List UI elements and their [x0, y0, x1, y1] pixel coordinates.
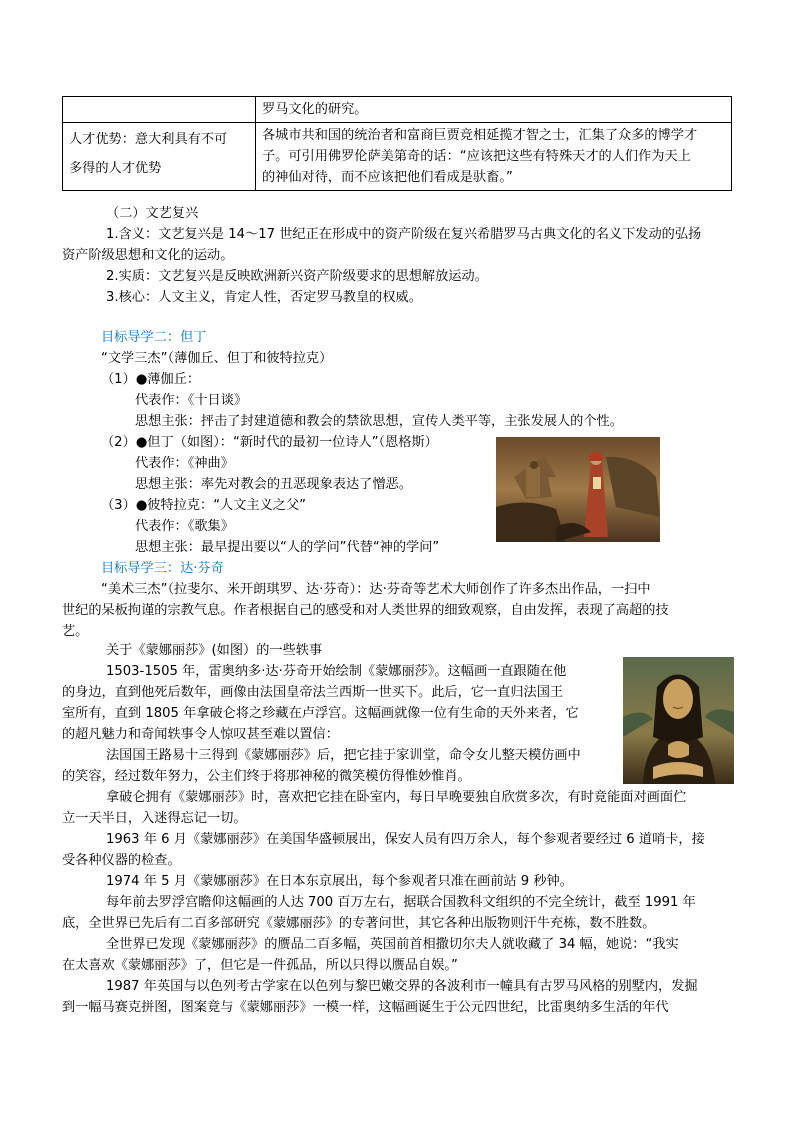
paragraph: 艺。	[62, 624, 89, 639]
paragraph: 资产阶级思想和文化的运动。	[62, 248, 234, 263]
list-detail: 思想主张：抨击了封建道德和教会的禁欲思想，宣传人类平等，主张发展人的个性。	[135, 414, 623, 429]
paragraph: 1503-1505 年，雷奥纳多·达·芬奇开始绘制《蒙娜丽莎》。这幅画一直跟随在他	[106, 664, 567, 679]
list-detail: 代表作：《歌集》	[135, 519, 234, 534]
list-item: （2）●但丁（如图）：“新时代的最初一位诗人”（恩格斯）	[101, 435, 438, 450]
list-detail: 代表作：《神曲》	[135, 456, 234, 471]
paragraph: 的笑容，经过数年努力，公主们终于将那神秘的微笑模仿得惟妙惟肖。	[62, 769, 471, 784]
list-item: （3）●彼特拉克：“人文主义之父”	[101, 498, 306, 513]
cell-text: 各城市共和国的统治者和富商巨贾竞相延揽才智之士，汇集了众多的博学才	[262, 128, 698, 143]
paragraph: 底，全世界已先后有二百多部研究《蒙娜丽莎》的专著问世，其它各种出版物则汗牛充栋，数不胜数。	[62, 916, 656, 931]
paragraph: 在太喜欢《蒙娜丽莎》了，但它是一件孤品，所以只得以赝品自娱。”	[62, 958, 458, 973]
paragraph: “美术三杰”（拉斐尔、米开朗琪罗、达·芬奇）：达·芬奇等艺术大师创作了许多杰出作品，一扫中	[101, 582, 651, 597]
section-heading: 目标导学三：达·芬奇	[101, 561, 224, 576]
table-cell	[256, 123, 732, 191]
cell-text: 的神仙对待，而不应该把他们看成是驮畜。”	[262, 170, 513, 185]
paragraph: 全世界已发现《蒙娜丽莎》的赝品二百多幅，英国前首相撒切尔夫人就收藏了 34 幅，她说：“我实	[106, 937, 679, 952]
list-detail: 思想主张：最早提出要以“人的学问”代替“神的学问”	[135, 540, 440, 555]
table-cell	[63, 123, 256, 191]
paragraph: 3.核心：人文主义，肯定人性，否定罗马教皇的权威。	[106, 290, 422, 305]
paragraph: 2.实质：文艺复兴是反映欧洲新兴资产阶级要求的思想解放运动。	[106, 269, 488, 284]
paragraph: 立一天半日，入迷得忘记一切。	[62, 811, 247, 826]
paragraph: 1974 年 5 月《蒙娜丽莎》在日本东京展出，每个参观者只准在画前站 9 秒钟。	[106, 874, 573, 889]
table-row	[63, 123, 732, 191]
mona-lisa-image	[623, 657, 734, 784]
paragraph: 世纪的呆板拘谨的宗教气息。作者根据自己的感受和对人类世界的细致观察，自由发挥，表现了高超的技	[62, 603, 669, 618]
dante-painting-image	[496, 437, 660, 542]
paragraph: 1963 年 6 月《蒙娜丽莎》在美国华盛顿展出，保安人员有四万余人，每个参观者要经过 6 道哨卡，接	[106, 832, 705, 847]
paragraph: 法国国王路易十三得到《蒙娜丽莎》后，把它挂于家训堂，命令女儿整天模仿画中	[106, 748, 581, 763]
subheading: 关于《蒙娜丽莎》(如图）的一些轶事	[106, 643, 323, 658]
list-detail: 思想主张：率先对教会的丑恶现象表达了憎恶。	[135, 477, 412, 492]
cell-text: 人才优势：意大利具有不可	[69, 132, 228, 147]
paragraph: 的超凡魅力和奇闻轶事令人惊叹甚至难以置信：	[62, 727, 339, 742]
paragraph: “文学三杰”（薄伽丘、但丁和彼特拉克）	[101, 351, 333, 366]
list-detail: 代表作：《十日谈》	[135, 393, 248, 408]
paragraph: 拿破仑拥有《蒙娜丽莎》时，喜欢把它挂在卧室内，每日早晚要独自欣赏多次，有时竟能面对画面伫	[106, 790, 687, 805]
section-title: （二）文艺复兴	[106, 206, 199, 221]
paragraph: 1987 年英国与以色列考古学家在以色列与黎巴嫩交界的各波利市一幢具有古罗马风格的别墅内，发掘	[106, 979, 698, 994]
table-cell: 罗马文化的研究。	[256, 97, 732, 123]
table-cell	[63, 97, 256, 123]
cell-text: 多得的人才优势	[69, 161, 162, 176]
section-heading: 目标导学二：但丁	[101, 330, 207, 345]
table-row	[63, 97, 732, 123]
paragraph: 到一幅马赛克拼图，图案竟与《蒙娜丽莎》一模一样，这幅画诞生于公元四世纪，比雷奥纳多生活的年代	[62, 1000, 669, 1015]
list-item: （1）●薄伽丘：	[101, 372, 201, 387]
paragraph: 每年前去罗浮宫瞻仰这幅画的人达 700 百万左右，据联合国教科文组织的不完全统计，截至 1991 年	[106, 895, 696, 910]
paragraph: 受各种仪器的检查。	[62, 853, 181, 868]
paragraph: 的身边，直到他死后数年，画像由法国皇帝法兰西斯一世买下。此后，它一直归法国王	[62, 685, 564, 700]
info-table	[62, 96, 732, 191]
paragraph: 室所有，直到 1805 年拿破仑将之珍藏在卢浮宫。这幅画就像一位有生命的天外来者，它	[62, 706, 579, 721]
cell-text: 子。可引用佛罗伦萨美第奇的话：“应该把这些有特殊天才的人们作为天上	[262, 149, 691, 164]
paragraph: 1.含义：文艺复兴是 14～17 世纪正在形成中的资产阶级在复兴希腊罗马古典文化的名义下发动的弘扬	[106, 227, 702, 242]
